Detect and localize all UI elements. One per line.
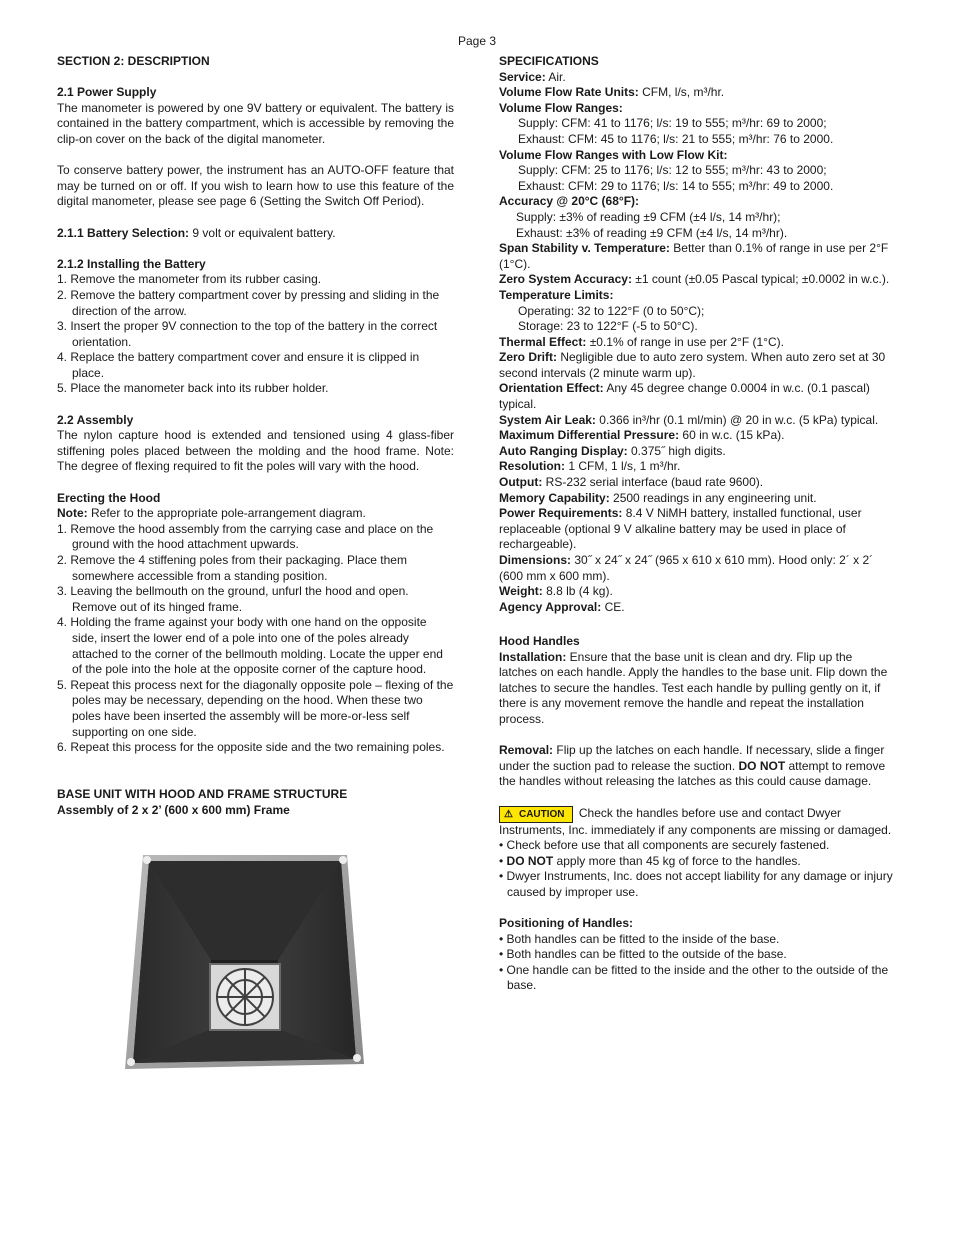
install-step: 4. Replace the battery compartment cover and ensure it is clipped in place. [57,350,420,380]
spec-max-differential: Maximum Differential Pressure: 60 in w.c. (15 kPa). [499,428,785,443]
install-step: 1. Remove the manometer from its rubber casing. [57,272,322,287]
spec-accuracy-supply: Supply: ±3% of reading ±9 CFM (±4 l/s, 14 m³/hr); [516,209,781,224]
spec-dimensions: Dimensions: 30˝ x 24˝ x 24˝ (965 x 610 x 610 mm). Hood only: 2´ x 2´ (600 mm x 600 mm). [499,553,874,583]
caution-bullet: • DO NOT apply more than 45 kg of force to the handles. [499,853,801,868]
power-supply-paragraph-1: The manometer is powered by one 9V battery or equivalent. The battery is contained in the battery compartment, which is accessible by removing the clip-on cover on the back of the digital manometer. [57,100,454,146]
spec-air-leak: System Air Leak: 0.366 in³/hr (0.1 ml/min) @ 20 in w.c. (5 kPa) typical. [499,412,879,427]
base-unit-subtitle: Assembly of 2 x 2’ (600 x 600 mm) Frame [57,802,290,817]
spec-power: Power Requirements: 8.4 V NiMH battery, installed functional, user replaceable (optional 9 V alkaline battery may be used in place of rechargeable). [499,506,862,552]
spec-flow-ranges-low-exhaust: Exhaust: CFM: 29 to 1176; l/s: 14 to 555; m³/hr: 49 to 2000. [518,178,834,193]
left-column [57,54,454,818]
spec-temp-storage: Storage: 23 to 122°F (-5 to 50°C). [518,319,698,334]
section-title: SECTION 2: DESCRIPTION [57,54,210,68]
assembly-heading: 2.2 Assembly [57,412,134,427]
install-step: 3. Insert the proper 9V connection to the top of the battery in the correct orientation. [57,319,438,349]
spec-agency: Agency Approval: CE. [499,599,625,614]
base-unit-title: BASE UNIT WITH HOOD AND FRAME STRUCTURE [57,786,348,801]
page-number: Page 3 [457,34,497,48]
assembly-paragraph: The nylon capture hood is extended and tensioned using 4 glass-fiber stiffening poles placed between the molding and the hood frame. Note: The degree of flexing required to fit the poles will vary with the hood. [57,428,454,474]
handles-installation: Installation: Ensure that the base unit is clean and dry. Flip up the latches on each handle. Apply the handles to the base unit. Flip down the latches to secure the handles. Test each handle by pulling gently on it, if there is any movement remove the handle and repeat the installation process. [499,649,888,726]
power-supply-heading: 2.1 Power Supply [57,85,157,100]
erecting-step: 3. Leaving the bellmouth on the ground, unfurl the hood and open. Remove out of its hinged frame. [57,584,409,614]
spec-accuracy-label: Accuracy @ 20°C (68°F): [499,194,640,209]
caution-bullet: • Check before use that all components are securely fastened. [499,838,830,853]
installing-battery-heading: 2.1.2 Installing the Battery [57,256,206,271]
erecting-step: 2. Remove the 4 stiffening poles from their packaging. Place them somewhere accessible from a standing position. [57,553,407,583]
erecting-note: Note: Refer to the appropriate pole-arrangement diagram. [57,506,366,521]
erecting-step: 4. Holding the frame against your body with one hand on the opposite side, insert the lower end of a pole into one of the poles already attached to the corner of the bellmouth molding. Locate the upper end of the pole into the hole at the opposite corner of the capture hood. [57,615,443,677]
battery-selection: 2.1.1 Battery Selection: 9 volt or equivalent battery. [57,225,336,240]
specifications-title: SPECIFICATIONS [499,54,599,68]
caution-badge: ⚠ CAUTION [499,806,573,823]
spec-flow-ranges-low-label: Volume Flow Ranges with Low Flow Kit: [499,147,728,162]
spec-flow-ranges-label: Volume Flow Ranges: [499,100,623,115]
spec-orientation-effect: Orientation Effect: Any 45 degree change 0.0004 in w.c. (0.1 pascal) typical. [499,381,870,412]
erecting-step: 1. Remove the hood assembly from the carrying case and place on the ground with the hood attachment upwards. [57,521,434,552]
positioning-bullet: • One handle can be fitted to the inside and the other to the outside of the base. [499,962,889,993]
erecting-step: 5. Repeat this process next for the diagonally opposite pole – flexing of the poles may be necessary, depending on the hood. When these two poles have been inserted the assembly will be more-or-less self supporting on one side. [57,677,454,739]
handles-removal: Removal: Flip up the latches on each handle. If necessary, slide a finger under the suction pad to release the suction. DO NOT attempt to remove the handles without releasing the latches as this could cause damage. [499,743,886,789]
caution-bullet: • Dwyer Instruments, Inc. does not accept liability for any damage or injury caused by improper use. [499,869,893,899]
spec-accuracy-exhaust: Exhaust: ±3% of reading ±9 CFM (±4 l/s, 14 m³/hr). [516,225,788,240]
spec-resolution: Resolution: 1 CFM, 1 l/s, 1 m³/hr. [499,459,681,474]
spec-service: Service: Air. [499,69,566,84]
erecting-hood-heading: Erecting the Hood [57,490,161,505]
spec-weight: Weight: 8.8 lb (4 kg). [499,584,613,599]
spec-flow-units: Volume Flow Rate Units: CFM, l/s, m³/hr. [499,85,725,100]
install-step: 2. Remove the battery compartment cover by pressing and sliding in the direction of the arrow. [57,287,440,318]
spec-memory: Memory Capability: 2500 readings in any engineering unit. [499,490,817,505]
spec-zero-drift: Zero Drift: Negligible due to auto zero system. When auto zero set at 30 second intervals (2 minute warm up). [499,350,886,380]
power-supply-paragraph-2: To conserve battery power, the instrument has an AUTO-OFF feature that may be turned on or off. If you wish to learn how to use this feature of the digital manometer, please see page 6 (Setting the Switch Off Period). [57,163,454,209]
spec-thermal-effect: Thermal Effect: ±0.1% of range in use per 2°F (1°C). [499,334,784,349]
spec-temp-limits-label: Temperature Limits: [499,287,614,302]
install-step: 5. Place the manometer back into its rubber holder. [57,381,329,396]
spec-output: Output: RS-232 serial interface (baud rate 9600). [499,475,764,490]
spec-zero-accuracy: Zero System Accuracy: ±1 count (±0.05 Pascal typical; ±0.0002 in w.c.). [499,272,890,287]
spec-flow-ranges-low-supply: Supply: CFM: 25 to 1176; l/s: 12 to 555; m³/hr: 43 to 2000; [518,163,827,178]
right-column [499,54,893,994]
positioning-bullet: • Both handles can be fitted to the inside of the base. [499,931,780,946]
caution-paragraph: ⚠ CAUTION Check the handles before use and contact Dwyer Instruments, Inc. immediately if any components are missing or damaged. [499,805,892,837]
positioning-bullet: • Both handles can be fitted to the outside of the base. [499,947,787,962]
hood-frame-photo [123,852,365,1072]
spec-auto-ranging: Auto Ranging Display: 0.375˝ high digits. [499,443,726,458]
spec-span-stability: Span Stability v. Temperature: Better than 0.1% of range in use per 2°F (1°C). [499,241,889,271]
hood-handles-heading: Hood Handles [499,633,580,648]
warning-triangle-icon: ⚠ [504,808,513,820]
erecting-step: 6. Repeat this process for the opposite side and the two remaining poles. [57,740,445,755]
spec-flow-ranges-exhaust: Exhaust: CFM: 45 to 1176; l/s: 21 to 555; m³/hr: 76 to 2000. [518,131,834,146]
spec-temp-operating: Operating: 32 to 122°F (0 to 50°C); [518,303,705,318]
spec-flow-ranges-supply: Supply: CFM: 41 to 1176; l/s: 19 to 555; m³/hr: 69 to 2000; [518,116,827,131]
positioning-heading: Positioning of Handles: [499,916,633,931]
